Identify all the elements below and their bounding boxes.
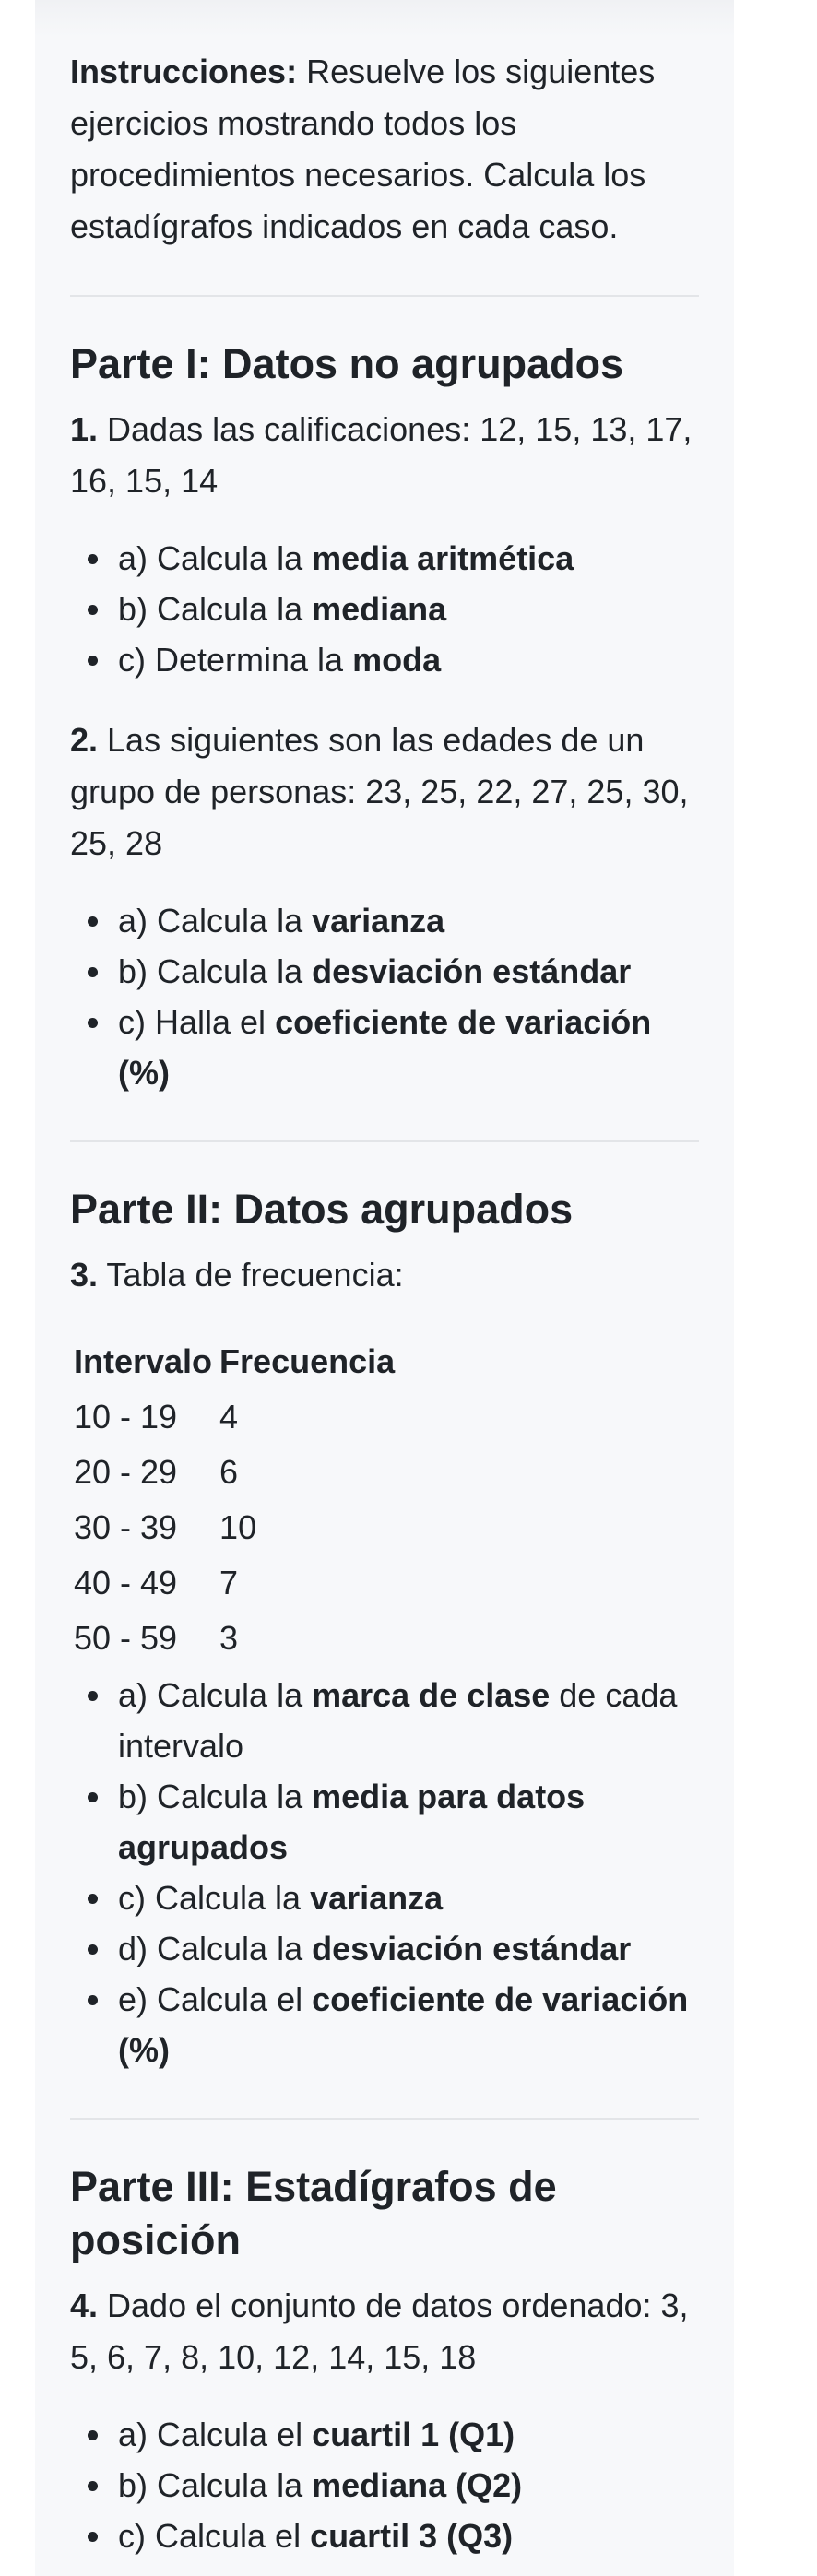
exercise-1-tasks bbox=[70, 533, 699, 685]
divider bbox=[70, 2118, 699, 2120]
task-keyword: desviación estándar bbox=[312, 1930, 632, 1967]
list-item bbox=[114, 1974, 699, 2075]
task-prefix: a) Calcula la bbox=[118, 902, 313, 939]
table-cell: 7 bbox=[219, 1564, 239, 1601]
task-keyword: mediana bbox=[312, 590, 447, 628]
exercise-3-tasks bbox=[70, 1670, 699, 2075]
instructions-text: Resuelve los siguientes ejercicios mostrando todos los procedimientos necesarios. Calcula los estadígrafos indicados en cada caso. bbox=[70, 53, 656, 245]
divider bbox=[70, 295, 699, 297]
task-prefix: c) Calcula la bbox=[118, 1879, 311, 1917]
task-keyword: marca de clase bbox=[312, 1676, 551, 1714]
list-item bbox=[114, 1923, 699, 1974]
frequency-table bbox=[70, 1334, 398, 1666]
table-header-row bbox=[70, 1334, 398, 1389]
table-row bbox=[70, 1500, 398, 1555]
task-prefix: a) Calcula el bbox=[118, 2416, 313, 2453]
task-prefix: b) Calcula la bbox=[118, 590, 313, 628]
list-item bbox=[114, 946, 699, 997]
exercise-4-tasks bbox=[70, 2409, 699, 2561]
task-prefix: c) Halla el bbox=[118, 1003, 276, 1041]
table-cell: 6 bbox=[219, 1453, 239, 1491]
table-cell: 30 - 39 bbox=[74, 1508, 178, 1546]
task-prefix: b) Calcula la bbox=[118, 1778, 313, 1815]
task-keyword: coeficiente de variación (%) bbox=[118, 1980, 689, 2069]
exercise-number: 3. bbox=[70, 1256, 99, 1294]
table-row bbox=[70, 1445, 398, 1500]
list-item bbox=[114, 1873, 699, 1923]
table-cell: 10 - 19 bbox=[74, 1398, 178, 1436]
task-prefix: c) Determina la bbox=[118, 641, 353, 679]
exercise-1-statement bbox=[70, 404, 699, 507]
list-item bbox=[114, 584, 699, 634]
task-keyword: varianza bbox=[312, 902, 445, 939]
table-row bbox=[70, 1555, 398, 1611]
divider bbox=[70, 1140, 699, 1142]
list-item bbox=[114, 2409, 699, 2460]
column-header-frecuencia: Frecuencia bbox=[219, 1342, 396, 1380]
task-prefix: a) Calcula la bbox=[118, 539, 313, 577]
task-keyword: varianza bbox=[310, 1879, 444, 1917]
exercise-number: 2. bbox=[70, 721, 99, 759]
exercise-text: Tabla de frecuencia: bbox=[98, 1256, 404, 1294]
table-cell: 40 - 49 bbox=[74, 1564, 178, 1601]
task-keyword: cuartil 3 (Q3) bbox=[310, 2517, 514, 2555]
list-item bbox=[114, 1771, 699, 1873]
list-item bbox=[114, 634, 699, 685]
table-cell: 20 - 29 bbox=[74, 1453, 178, 1491]
exercise-number: 1. bbox=[70, 410, 99, 448]
task-keyword: desviación estándar bbox=[312, 952, 632, 990]
part1-title: Parte I: Datos no agrupados bbox=[70, 340, 624, 387]
exercise-number: 4. bbox=[70, 2286, 99, 2324]
task-keyword: mediana (Q2) bbox=[312, 2466, 523, 2504]
table-cell: 10 bbox=[219, 1508, 257, 1546]
list-item bbox=[114, 895, 699, 946]
part3-title: Parte III: Estadígrafos de posición bbox=[70, 2163, 557, 2263]
task-prefix: b) Calcula la bbox=[118, 952, 313, 990]
task-prefix: c) Calcula el bbox=[118, 2517, 311, 2555]
instructions-label: Instrucciones: bbox=[70, 53, 298, 90]
task-keyword: cuartil 1 (Q1) bbox=[312, 2416, 515, 2453]
task-keyword: media aritmética bbox=[312, 539, 574, 577]
list-item bbox=[114, 1670, 699, 1771]
document-card bbox=[35, 0, 734, 2576]
exercise-4-statement bbox=[70, 2280, 699, 2383]
table-cell: 3 bbox=[219, 1619, 239, 1657]
list-item bbox=[114, 533, 699, 584]
task-prefix: a) Calcula la bbox=[118, 1676, 313, 1714]
exercise-2-statement bbox=[70, 715, 699, 869]
instructions bbox=[70, 46, 699, 253]
table-row bbox=[70, 1389, 398, 1445]
task-prefix: b) Calcula la bbox=[118, 2466, 313, 2504]
exercise-text: Dadas las calificaciones: 12, 15, 13, 17, 16, 15, 14 bbox=[70, 410, 693, 500]
exercise-text: Dado el conjunto de datos ordenado: 3, 5, 6, 7, 8, 10, 12, 14, 15, 18 bbox=[70, 2286, 689, 2376]
task-prefix: e) Calcula el bbox=[118, 1980, 313, 2018]
table-row bbox=[70, 1611, 398, 1666]
top-fade bbox=[35, 0, 734, 37]
exercise-text: Las siguientes son las edades de un grupo de personas: 23, 25, 22, 27, 25, 30, 25, 28 bbox=[70, 721, 689, 862]
table-cell: 4 bbox=[219, 1398, 239, 1436]
task-keyword: moda bbox=[352, 641, 442, 679]
exercise-3-statement bbox=[70, 1249, 699, 1301]
part2-title: Parte II: Datos agrupados bbox=[70, 1186, 574, 1233]
list-item bbox=[114, 2511, 699, 2561]
column-header-intervalo: Intervalo bbox=[74, 1342, 213, 1380]
list-item bbox=[114, 2460, 699, 2511]
exercise-2-tasks bbox=[70, 895, 699, 1098]
task-keyword: media para datos agrupados bbox=[118, 1778, 586, 1866]
task-suffix: de cada intervalo bbox=[118, 1676, 678, 1765]
list-item bbox=[114, 997, 699, 1098]
task-prefix: d) Calcula la bbox=[118, 1930, 313, 1967]
task-keyword: coeficiente de variación (%) bbox=[118, 1003, 652, 1092]
table-cell: 50 - 59 bbox=[74, 1619, 178, 1657]
